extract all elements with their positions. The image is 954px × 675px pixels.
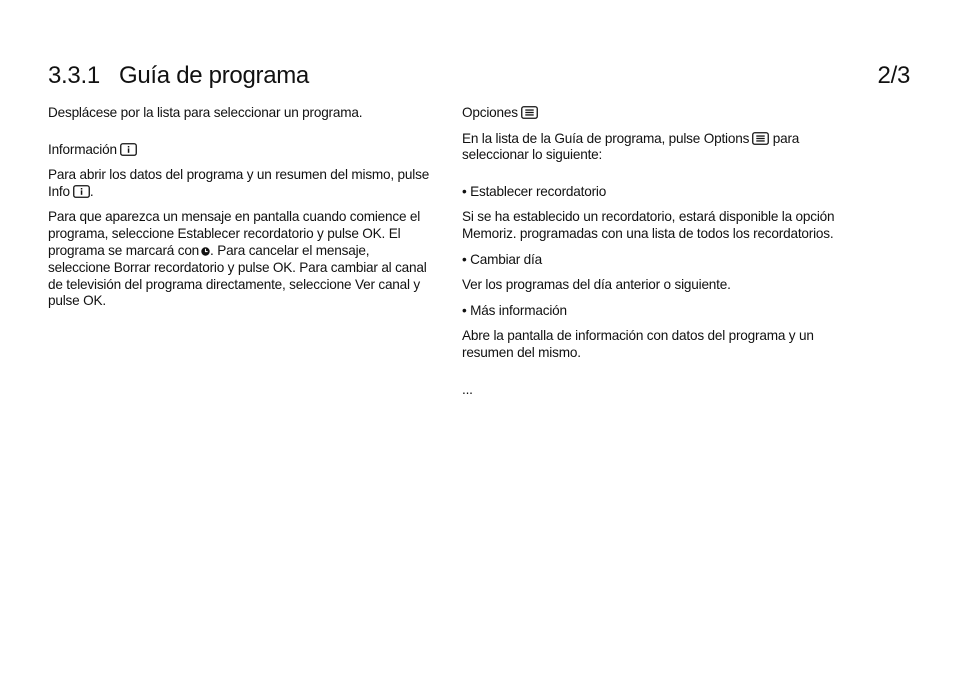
options-heading-line xyxy=(462,105,840,122)
option-item-change-day-text: Ver los programas del día anterior o siguiente. xyxy=(462,277,731,293)
clock-icon xyxy=(201,244,210,261)
info-text-2b: . Para cancelar el mensaje, seleccione Borrar recordatorio y pulse OK. Para cambiar al canal de televisión del programa directamente, seleccione Ver canal y pulse OK. xyxy=(48,242,427,309)
intro-text: Desplácese por la lista para seleccionar un programa. xyxy=(48,105,363,120)
info-heading: Información xyxy=(48,141,117,157)
left-column xyxy=(48,105,432,310)
info-icon xyxy=(120,143,137,156)
option-item-change-day-title: • Cambiar día xyxy=(462,251,542,267)
info-heading-line xyxy=(48,142,432,159)
option-item-more-info-text: Abre la pantalla de información con datos del programa y un resumen del mismo. xyxy=(462,328,814,360)
option-item-more-info-title: • Más información xyxy=(462,302,567,318)
section-number: 3.3.1 xyxy=(48,62,100,89)
options-text-b: para seleccionar lo siguiente: xyxy=(462,130,800,163)
options-icon xyxy=(521,106,538,119)
info-paragraph-2 xyxy=(48,209,432,310)
page-indicator: 2/3 xyxy=(877,62,910,89)
info-icon xyxy=(73,185,90,198)
option-item-reminder-text: Si se ha establecido un recordatorio, estará disponible la opción Memoriz. programadas con una lista de todos los recordatorios. xyxy=(462,209,835,241)
page-header xyxy=(48,60,910,94)
info-text-1-end: . xyxy=(89,183,94,199)
right-column xyxy=(462,105,840,398)
continuation-ellipsis: ... xyxy=(462,381,473,397)
info-text-2a: Para que aparezca un mensaje en pantalla cuando comience el programa, seleccione Establecer recordatorio y pulse OK. El programa se marcará con xyxy=(48,209,421,258)
options-heading: Opciones xyxy=(462,105,518,120)
options-text-a: En la lista de la Guía de programa, pulse Options xyxy=(462,130,750,146)
info-paragraph-1 xyxy=(48,167,432,200)
option-item-reminder-title: • Establecer recordatorio xyxy=(462,183,607,199)
info-text-1: Para abrir los datos del programa y un resumen del mismo, pulse Info xyxy=(48,167,430,199)
options-paragraph xyxy=(462,131,840,164)
options-icon xyxy=(752,132,769,145)
page-title: Guía de programa xyxy=(119,62,309,89)
